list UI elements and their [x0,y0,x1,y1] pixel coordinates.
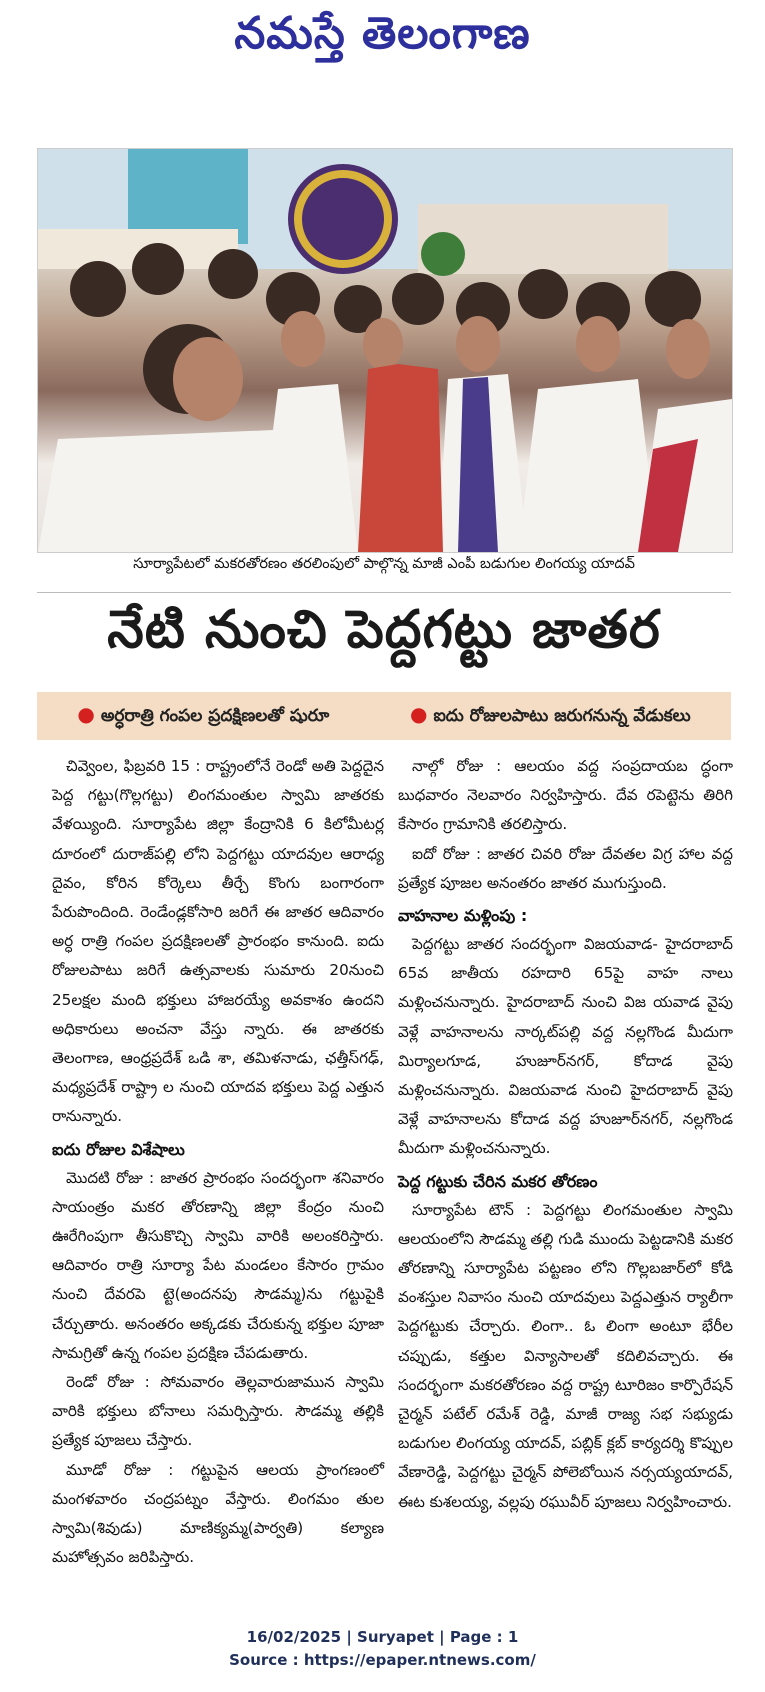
paragraph: మూడో రోజు : గట్టుపైన ఆలయ ప్రాంగణంలో మంగళవారం చంద్రపట్నం వేస్తారు. లింగమం తుల స్వామి(శివుడు) మాణిక్యమ్మ(పార్వతి) కల్యాణ మహోత్సవం జరిపిస్తారు. [52,1460,384,1567]
paragraph: రెండో రోజు : సోమవారం తెల్లవారుజామున స్వామి వారికి భక్తులు బోనాలు సమర్పిస్తారు. సౌడమ్మ తల్లికి ప్రత్యేక పూజలు చేస్తారు. [52,1373,384,1450]
footer-source-line: Source : https://epaper.ntnews.com/ [229,1651,536,1669]
news-photo [37,148,733,553]
subhead-1: ● అర్ధరాత్రి గంపల ప్రదక్షిణలతో షురూ [77,702,330,726]
bullet-icon: ● [410,702,428,726]
paragraph: ఐదో రోజు : జాతర చివరి రోజు దేవతల విగ్ర హాల వద్ద ప్రత్యేక పూజల అనంతరం జాతర ముగుస్తుంది. [398,844,733,892]
paragraph: మొదటి రోజు : జాతర ప్రారంభం సందర్భంగా శనివారం సాయంత్రం మకర తోరణాన్ని జిల్లా కేంద్రం నుంచి ఊరేగింపుగా తీసుకొచ్చి స్వామి వారికి అలంకరిస్తారు. ఆదివారం రాత్రి సూర్యా పేట మండలం కేసారం గ్రామం నుంచి దేవరపె ట్టె(అందనపు సౌడమ్మ)ను గట్టుపైకి చేర్చుతారు. అనంతరం అక్కడకు చేరుకున్న భక్తుల పూజా సామగ్రితో ఉన్న గంపల ప్రదక్షిణ చేపడుతారు. [52,1168,384,1362]
footer-date-line: 16/02/2025 | Suryapet | Page : 1 [246,1628,519,1646]
section-heading: వాహనాల మళ్లింపు : [398,906,528,926]
masthead-title: నమస్తే తెలంగాణ [234,8,531,59]
paragraph: చివ్వెంల, ఫిబ్రవరి 15 : రాష్ట్రంలోనే రెండో అతి పెద్దదైన పెద్ద గట్టు(గొల్లగట్టు) లింగమంతుల స్వామి జాతరకు వేళయ్యింది. సూర్యాపేట జిల్లా కేంద్రానికి 6 కిలోమీటర్ల దూరంలో దురాజ్‌పల్లి లోని పెద్దగట్టు యాదవుల ఆరాధ్య దైవం, కోరిన కోర్కెలు తీర్చే కొంగు బంగారంగా పేరుపొందింది. రెండేండ్లకోసారి జరిగే ఈ జాతర ఆదివారం అర్ధ రాత్రి గంపల ప్రదక్షిణలతో ప్రారంభం కానుంది. ఐదు రోజులపాటు జరిగే ఉత్సవాలకు సుమారు 20నుంచి 25లక్షల మంది భక్తులు హాజరయ్యే అవకాశం ఉందని అధికారులు అంచనా వేస్తు న్నారు. ఈ జాతరకు తెలంగాణ, ఆంధ్రప్రదేశ్ ఒడి శా, తమిళనాడు, ఛత్తీస్‌గఢ్, మధ్యప్రదేశ్ రాష్ట్రా ల నుంచి యాదవ భక్తులు పెద్ద ఎత్తున రానున్నారు. [52,757,384,1126]
section-heading: ఐదు రోజుల విశేషాలు [52,1139,185,1159]
photo-caption: సూర్యాపేటలో మకరతోరణం తరలింపులో పాల్గొన్న మాజీ ఎంపీ బడుగుల లింగయ్య యాదవ్ [133,556,635,572]
crowd-photo-illustration [38,149,732,552]
subhead-2: ● ఐదు రోజులపాటు జరుగనున్న వేడుకలు [410,702,691,726]
subhead-bar [37,692,731,740]
section-heading: పెద్ద గట్టుకు చేరిన మకర తోరణం [398,1171,598,1191]
divider [37,592,731,593]
paragraph: పెద్దగట్టు జాతర సందర్భంగా విజయవాడ- హైదరాబాద్ 65వ జాతీయ రహదారి 65పై వాహ నాలు మళ్లించనున్నారు. హైదరాబాద్ నుంచి విజ యవాడ వైపు వెళ్లే వాహనాలను నార్కట్‌పల్లి వద్ద నల్లగొండ మీదుగా మిర్యాలగూడ, హుజూర్‌నగర్, కోదాడ వైపు మళ్లించనున్నారు. విజయవాడ నుంచి హైదరాబాద్ వైపు వెళ్లే వాహనాలను కోదాడ వద్ద హుజూర్‌నగర్, నల్లగొండ మీదుగా మళ్లించనున్నారు. [398,935,733,1158]
headline: నేటి నుంచి పెద్దగట్టు జాతర [107,600,661,660]
paragraph: సూర్యాపేట టౌన్ : పెద్దగట్టు లింగమంతుల స్వామి ఆలయంలోని సౌడమ్మ తల్లి గుడి ముందు పెట్టడానికి మకర తోరణాన్ని సూర్యాపేట పట్టణం లోని గొల్లబజార్‌లో కోడి వంశస్తుల నివాసం నుంచి యాదవులు పెద్దఎత్తున ర్యాలీగా పెద్దగట్టుకు చేర్చారు. లింగా.. ఓ లింగా అంటూ భేరీల చప్పుడు, కత్తుల విన్యాసాలతో కదిలివచ్చారు. ఈ సందర్భంగా మకరతోరణం వద్ద రాష్ట్ర టూరిజం కార్పొరేషన్ చైర్మన్ పటేల్ రమేశ్ రెడ్డి, మాజీ రాజ్య సభ సభ్యుడు బడుగుల లింగయ్య యాదవ్, పబ్లిక్ క్లబ్ కార్యదర్శి కొప్పుల వేణారెడ్డి, పెద్దగట్టు చైర్మన్ పోలెబోయిన నర్సయ్యయాదవ్, ఈట కుశలయ్య, వల్లపు రఘువీర్ పూజలు నిర్వహించారు. [398,1200,733,1511]
paragraph: నాల్గో రోజు : ఆలయం వద్ద సంప్రదాయబ ద్ధంగా బుధవారం నెలవారం నిర్వహిస్తారు. దేవ రపెట్టెను తిరిగి కేసారం గ్రామానికి తరలిస్తారు. [398,757,733,834]
article-column-left [52,752,384,1572]
article-column-right [398,752,733,1517]
bullet-icon: ● [77,702,95,726]
